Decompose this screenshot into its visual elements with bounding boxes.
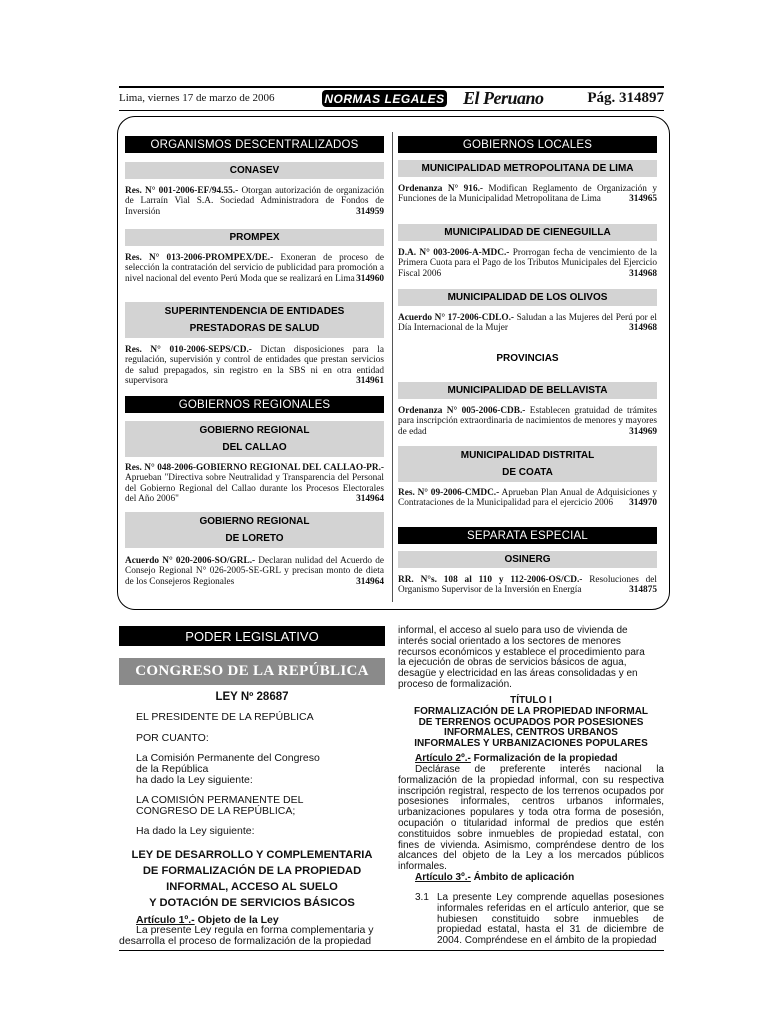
entry-text: Otorgan autorización de organización de Larraín Vial S.A. Sociedad Administradora de Fondos de Inversión	[125, 186, 384, 217]
text-line: ha dado la Ley siguiente:	[136, 774, 253, 786]
summary-entry[interactable]	[125, 253, 384, 284]
entry-ref: Res. N° 001-2006-EF/94.55.-	[125, 186, 239, 196]
summary-entry[interactable]	[398, 248, 657, 279]
summary-entry[interactable]	[125, 345, 384, 387]
entry-text: Resoluciones del Organismo Supervisor de la Inversión en Energía	[398, 575, 657, 596]
heading-bellavista	[398, 382, 657, 399]
heading-osinerg-label: OSINERG	[504, 554, 551, 565]
entry-ref: Res. N° 013-2006-PROMPEX/DE.-	[125, 253, 274, 263]
summary-entry[interactable]	[398, 575, 657, 596]
titulo-line: INFORMALES, CENTROS URBANOS	[444, 727, 618, 739]
heading-conasev-label: CONASEV	[229, 165, 280, 176]
titulo-line: INFORMALES Y URBANIZACIONES POPULARES	[414, 738, 648, 750]
heading-osinerg	[398, 551, 657, 568]
heading-provincias	[398, 350, 657, 367]
entry-page: 314968	[629, 323, 657, 334]
entry-text: Establecen gratuidad de trámites para inscripción extraordinaria de nacimientos de menores y mayores de edad	[398, 406, 658, 437]
entry-page: 314969	[629, 426, 657, 437]
titulo-label: TÍTULO I	[510, 695, 552, 706]
law-title-line: INFORMAL, ACCESO AL SUELO	[166, 881, 338, 893]
entry-text: Saludan a las Mujeres del Perú por el Día Internacional de la Mujer	[398, 313, 657, 334]
article-3-text: La presente Ley comprende aquellas posesiones informales referidas en el artículo anterior, que se hubiesen constituido sobre inmuebles de propiedad estatal, hasta el 31 de diciembre de 2004. Compréndese en el ámbito de la propiedad	[437, 892, 664, 947]
heading-loreto-line1: GOBIERNO REGIONAL	[199, 516, 310, 527]
text-line: informal, el acceso al suelo para uso de vivienda de	[398, 625, 628, 636]
article-3-heading	[415, 873, 574, 884]
footer-rule	[119, 950, 664, 951]
titulo-heading	[398, 696, 664, 750]
titulo-line: FORMALIZACIÓN DE LA PROPIEDAD INFORMAL	[413, 705, 649, 717]
entry-page: 314965	[629, 194, 657, 205]
section-poder-legislativo: PODER LEGISLATIVO	[119, 626, 385, 646]
heading-olivos	[398, 289, 657, 306]
entry-ref: RR. N°s. 108 al 110 y 112-2006-OS/CD.-	[398, 575, 583, 585]
entry-page: 314960	[356, 273, 384, 284]
entry-ref: Res. N° 09-2006-CMDC.-	[398, 488, 500, 498]
heading-callao	[125, 421, 384, 457]
heading-callao-line2: DEL CALLAO	[222, 442, 287, 453]
heading-cieneguilla	[398, 224, 657, 241]
summary-entry[interactable]	[398, 488, 657, 509]
law-number: LEY Nº 28687	[215, 691, 289, 703]
header-page-number: Pág. 314897	[587, 90, 664, 106]
text-line: proceso de formalización.	[398, 678, 512, 690]
text-line: de la República	[136, 763, 209, 775]
text-line: CONGRESO DE LA REPÚBLICA;	[136, 805, 296, 817]
article-2-title: Formalización de la propiedad	[473, 753, 618, 764]
law-title	[119, 847, 385, 911]
summary-entry[interactable]	[125, 556, 384, 587]
heading-coata	[398, 446, 657, 482]
text-line: EL PRESIDENTE DE LA REPÚBLICA	[136, 711, 314, 723]
entry-page: 314964	[356, 576, 384, 587]
entry-text: Aprueban Plan Anual de Adquisiciones y Contrataciones de la Municipalidad para el ejercicio 2006	[398, 488, 658, 509]
entry-page: 314961	[356, 376, 384, 387]
heading-seps-line1: SUPERINTENDENCIA DE ENTIDADES	[164, 306, 345, 317]
heading-coata-line1: MUNICIPALIDAD DISTRITAL	[460, 450, 595, 461]
summary-column-divider	[392, 132, 393, 602]
article-1-continuation	[398, 626, 664, 691]
text-line: LA COMISIÓN PERMANENTE DEL	[136, 794, 304, 806]
article-3-title: Ámbito de aplicación	[473, 872, 575, 883]
section-gobiernos-regionales: GOBIERNOS REGIONALES	[125, 396, 384, 413]
page-header	[119, 86, 664, 111]
summary-entry[interactable]	[398, 406, 657, 437]
entry-page: 314970	[629, 498, 657, 509]
congreso-banner: CONGRESO DE LA REPÚBLICA	[119, 658, 385, 685]
section-separata: SEPARATA ESPECIAL	[398, 527, 657, 544]
entry-text: Declaran nulidad del Acuerdo de Consejo Regional N° 026-2005-SE-GRL y precisan monto de dieta de los Consejeros Regionales	[125, 556, 385, 587]
section-gobiernos-locales: GOBIERNOS LOCALES	[398, 136, 657, 153]
section-organismos: ORGANISMOS DESCENTRALIZADOS	[125, 136, 384, 153]
heading-provincias-label: PROVINCIAS	[496, 353, 559, 364]
text-line: la ejecución de obras de servicios básicos de agua,	[398, 657, 627, 669]
header-newspaper-name: El Peruano	[463, 88, 544, 108]
summary-entry[interactable]	[125, 463, 384, 505]
heading-lima-label: MUNICIPALIDAD METROPOLITANA DE LIMA	[421, 163, 634, 174]
article-1-title: Objeto de la Ley	[197, 914, 279, 926]
article-1-number: Artículo 1º.-	[136, 914, 195, 926]
titulo-line: DE TERRENOS OCUPADOS POR POSESIONES	[418, 716, 644, 728]
article-2-text: Declárase de preferente interés nacional la formalización de la propiedad informal, con su respectiva inscripción registral, respecto de los terrenos ocupados por posesiones informales, centros urbanos informales, urbanizaciones populares y toda otra forma de posesión, ocupación o titularidad informal de predios que estén constituidos sobre inmuebles de propiedad estatal, con fines de vivienda. Asimismo, compréndese dentro de los alcances del objeto de la Ley a los mercados públicos informales.	[398, 764, 664, 873]
header-brand: NORMAS LEGALES	[322, 90, 447, 107]
header-date: Lima, viernes 17 de marzo de 2006	[119, 92, 275, 104]
article-3-item-number: 3.1	[415, 892, 429, 903]
article-2-number: Artículo 2º.-	[415, 753, 471, 764]
entry-page: 314964	[356, 494, 384, 505]
heading-prompex-label: PROMPEX	[229, 232, 280, 243]
entry-ref: Ordenanza N° 005-2006-CDB.-	[398, 406, 526, 416]
heading-olivos-label: MUNICIPALIDAD DE LOS OLIVOS	[447, 292, 608, 303]
entry-ref: Res. N° 048-2006-GOBIERNO REGIONAL DEL CALLAO-PR.-	[125, 463, 384, 473]
law-title-line: Y DOTACIÓN DE SERVICIOS BÁSICOS	[149, 897, 355, 909]
law-title-line: LEY DE DESARROLLO Y COMPLEMENTARIA	[131, 849, 373, 861]
entry-page: 314968	[629, 268, 657, 279]
entry-page: 314959	[356, 206, 384, 217]
entry-text: Dictan disposiciones para la regulación, supervisión y control de entidades que prestan servicios de salud prepagados, sin registro en la SBS ni en otra entidad supervisora	[125, 345, 385, 387]
entry-text: Exoneran de proceso de selección la contratación del servicio de publicidad para promoción a nivel nacional del evento Perú Moda que se realizará en Lima	[125, 253, 384, 284]
entry-text: Modifican Reglamento de Organización y Funciones de la Municipalidad Metropolitana de Lima	[398, 184, 657, 205]
entry-ref: Acuerdo N° 17-2006-CDLO.-	[398, 313, 515, 323]
heading-seps	[125, 302, 384, 338]
text-line: interés social orientado a los sectores de menores	[398, 635, 621, 647]
heading-cieneguilla-label: MUNICIPALIDAD DE CIENEGUILLA	[444, 227, 611, 238]
text-line: desarrolla el proceso de formalización de la propiedad	[119, 935, 372, 947]
law-title-line: DE FORMALIZACIÓN DE LA PROPIEDAD	[142, 865, 362, 877]
entry-text: Prorrogan fecha de vencimiento de la Primera Cuota para el Pago de los Tributos Municipales del Ejercicio Fiscal 2006	[398, 248, 657, 279]
heading-callao-line1: GOBIERNO REGIONAL	[199, 425, 310, 436]
text-line: recursos económicos y establece el procedimiento para	[398, 646, 645, 658]
entry-ref: Ordenanza N° 916.-	[398, 184, 484, 194]
heading-prompex	[125, 229, 384, 246]
heading-bellavista-label: MUNICIPALIDAD DE BELLAVISTA	[447, 385, 608, 396]
article-3-number: Artículo 3º.-	[415, 872, 471, 883]
article-1-text	[119, 925, 385, 947]
entry-text: Aprueban "Directiva sobre Neutralidad y Transparencia del Personal del Gobierno Regional del Callao durante los Procesos Electorales del Año 2006"	[125, 473, 384, 505]
text-line: La Comisión Permanente del Congreso	[136, 752, 320, 764]
text-line: desagüe y electricidad en las áreas consolidadas y en	[398, 668, 638, 680]
entry-ref: D.A. N° 003-2006-A-MDC.-	[398, 248, 510, 258]
summary-entry[interactable]	[398, 313, 657, 334]
entry-page: 314875	[629, 585, 657, 596]
text-line: Ha dado la Ley siguiente:	[136, 825, 255, 837]
heading-loreto-line2: DE LORETO	[225, 533, 284, 544]
text-line: POR CUANTO:	[136, 732, 209, 744]
summary-entry[interactable]	[125, 186, 384, 217]
heading-seps-line2: PRESTADORAS DE SALUD	[189, 323, 320, 334]
entry-ref: Res. N° 010-2006-SEPS/CD.-	[125, 345, 252, 355]
entry-ref: Acuerdo N° 020-2006-SO/GRL.-	[125, 556, 256, 566]
summary-entry[interactable]	[398, 184, 657, 205]
heading-loreto	[125, 512, 384, 548]
heading-conasev	[125, 162, 384, 179]
heading-coata-line2: DE COATA	[502, 467, 553, 478]
heading-lima	[398, 160, 657, 177]
text-line: La presente Ley regula en forma complementaria y	[136, 924, 374, 936]
